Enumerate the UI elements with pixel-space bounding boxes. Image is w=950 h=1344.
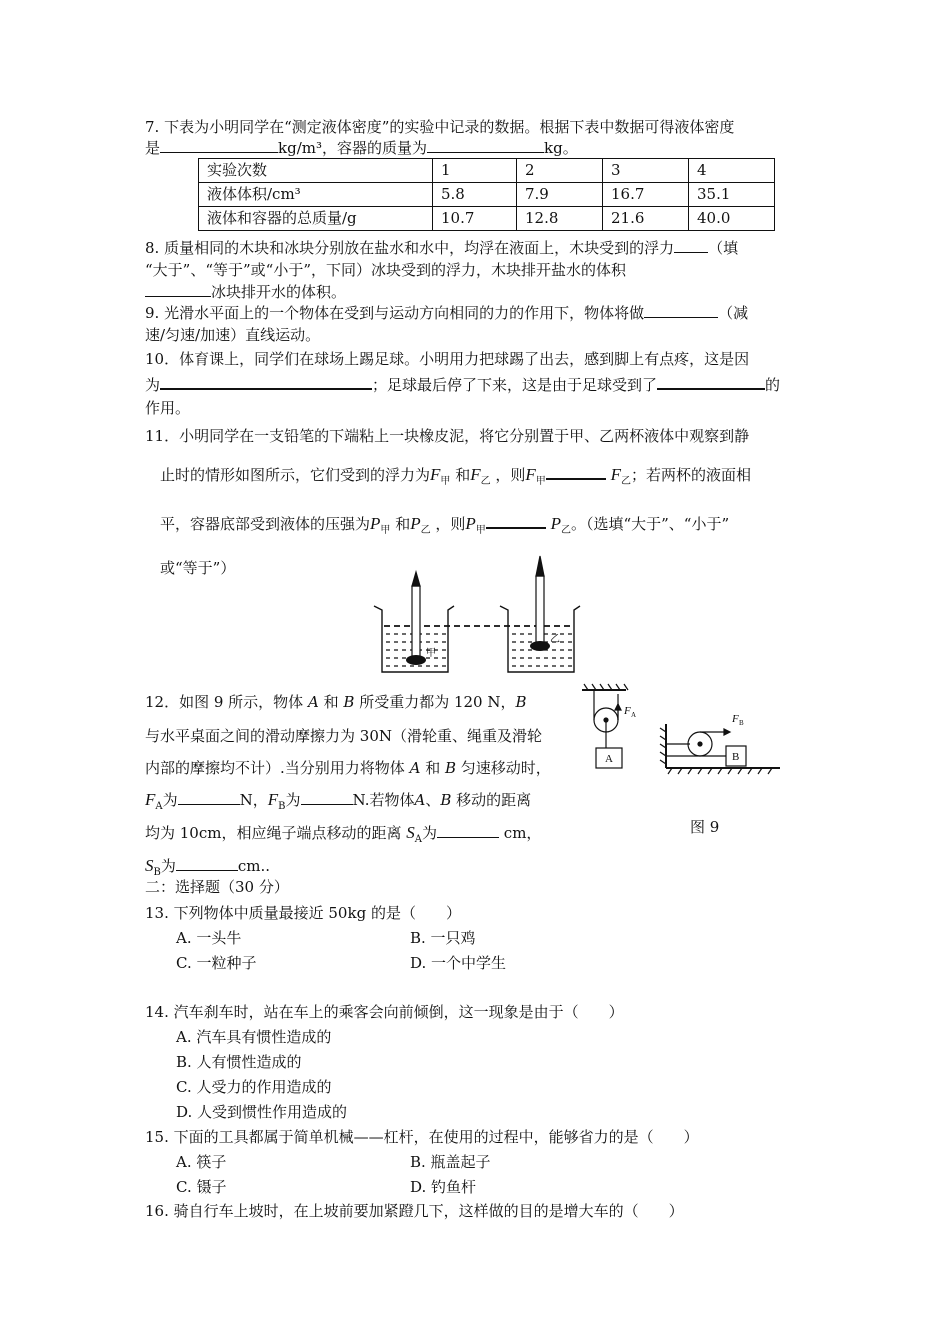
table-row: [199, 159, 775, 183]
q10-line2: 为 ；足球最后停了下来，这是由于足球受到了 的: [145, 376, 781, 394]
fig-B-label: B: [732, 751, 740, 763]
q11-line3: 平，容器底部受到液体的压强为$P_甲$ 和$P_乙$ ，则$P_甲$ $P_乙$。（选填“大于”、“小于”: [160, 514, 730, 536]
beakers-figure: [370, 550, 590, 680]
q8-line1: 8. 质量相同的木块和冰块分别放在盐水和水中，均浮在液面上，木块受到的浮力 （填: [145, 239, 739, 257]
q8-blank-2[interactable]: [145, 282, 211, 297]
q13-stem: 13. 下列物体中质量最接近 50kg 的是（ ）: [145, 904, 461, 922]
q12-line5: 均为 10cm，相应绳子端点移动的距离 $S_A$为 cm，: [145, 823, 542, 845]
q12-line1: 12．如图 9 所示，物体 A 和 B 所受重力都为 120 N，B: [145, 693, 527, 711]
q12-blank-FA[interactable]: [178, 790, 240, 805]
q10-blank-2[interactable]: [657, 374, 765, 390]
table-cell: 液体和容器的总质量/g: [199, 207, 433, 231]
q11-line1: 11．小明同学在一支铅笔的下端粘上一块橡皮泥，将它分别置于甲、乙两杯液体中观察到静: [145, 427, 750, 445]
q10-line3: 作用。: [145, 399, 191, 417]
fig-FA-sub: A: [631, 711, 637, 719]
q14-option-c[interactable]: C. 人受力的作用造成的: [176, 1078, 332, 1096]
q15-stem: 15. 下面的工具都属于简单机械——杠杆，在使用的过程中，能够省力的是（ ）: [145, 1128, 699, 1146]
q12-line2: 与水平桌面之间的滑动摩擦力为 30N（滑轮重、绳重及滑轮: [145, 727, 542, 745]
q12-blank-SA[interactable]: [437, 823, 499, 838]
table-cell: 3: [603, 159, 689, 183]
q11-blank-pressure[interactable]: [486, 513, 546, 529]
label-yi: 乙: [550, 634, 560, 645]
figure-9-caption: 图 9: [690, 818, 720, 836]
table-row: [199, 207, 775, 231]
label-jia: 甲: [426, 648, 436, 659]
table-cell: 液体体积/cm³: [199, 183, 433, 207]
q11-line2: 止时的情形如图所示，它们受到的浮力为$F_甲$ 和$F_乙$ ，则$F_甲$ $F_乙$；若两杯的液面相: [160, 465, 751, 487]
table-cell: 16.7: [603, 183, 689, 207]
q9-line1: 9. 光滑水平面上的一个物体在受到与运动方向相同的力的作用下，物体将做 （减: [145, 304, 749, 322]
q8-blank-1[interactable]: [674, 238, 708, 253]
q7-blank-container-mass[interactable]: [427, 138, 544, 153]
q7-blank-density[interactable]: [160, 138, 278, 153]
q9-blank[interactable]: [644, 303, 718, 318]
q15-option-a[interactable]: A. 筷子: [176, 1153, 227, 1171]
pulley-figure: [580, 684, 810, 784]
q10-line1: 10．体育课上，同学们在球场上踢足球。小明用力把球踢了出去，感到脚上有点疼，这是因: [145, 350, 750, 368]
table-cell: 21.6: [603, 207, 689, 231]
q8-line3: 冰块排开水的体积。: [145, 282, 346, 302]
q13-option-a[interactable]: A. 一头牛: [176, 929, 242, 947]
q12-line6: $S_B$为 cm..: [145, 856, 271, 878]
q14-option-d[interactable]: D. 人受到惯性作用造成的: [176, 1103, 348, 1121]
q16-stem: 16. 骑自行车上坡时，在上坡前要加紧蹬几下，这样做的目的是增大车的（ ）: [145, 1202, 684, 1220]
q8-line2: “大于”、“等于”或“小于”，下同）冰块受到的浮力，木块排开盐水的体积: [145, 261, 627, 279]
table-cell: 7.9: [517, 183, 603, 207]
table-cell: 4: [689, 159, 775, 183]
arrow-up-icon: [615, 704, 621, 710]
table-cell: 40.0: [689, 207, 775, 231]
q11-blank-force[interactable]: [546, 464, 606, 480]
q14-stem: 14. 汽车刹车时，站在车上的乘客会向前倾倒，这一现象是由于（ ）: [145, 1003, 624, 1021]
table-row: [199, 183, 775, 207]
fig-FB-label: F: [732, 713, 739, 725]
table-cell: 5.8: [433, 183, 517, 207]
clay-lump-icon: [406, 655, 426, 665]
q15-option-b[interactable]: B. 瓶盖起子: [410, 1153, 491, 1171]
q14-option-b[interactable]: B. 人有惯性造成的: [176, 1053, 302, 1071]
q15-option-c[interactable]: C. 镊子: [176, 1178, 227, 1196]
q14-option-a[interactable]: A. 汽车具有惯性造成的: [176, 1028, 332, 1046]
q7-line1: 7. 下表为小明同学在“测定液体密度”的实验中记录的数据。根据下表中数据可得液体密度: [145, 118, 735, 136]
table-cell: 12.8: [517, 207, 603, 231]
q11-line4: 或“等于”）: [160, 559, 236, 577]
arrow-right-icon: [724, 729, 730, 735]
q10-blank-1[interactable]: [160, 374, 372, 390]
table-cell: 10.7: [433, 207, 517, 231]
table-cell: 实验次数: [199, 159, 433, 183]
q9-line2: 速/匀速/加速）直线运动。: [145, 326, 321, 344]
q15-option-d[interactable]: D. 钓鱼杆: [410, 1178, 477, 1196]
q7-data-table: [198, 158, 775, 231]
fig-A-label: A: [605, 753, 613, 765]
q12-blank-FB[interactable]: [301, 790, 353, 805]
fig-FA-label: F: [624, 705, 631, 717]
q13-option-c[interactable]: C. 一粒种子: [176, 954, 257, 972]
q13-option-d[interactable]: D. 一个中学生: [410, 954, 507, 972]
section-2-heading: 二：选择题（30 分）: [145, 878, 289, 896]
q12-line3: 内部的摩擦均不计）.当分别用力将物体 A 和 B 匀速移动时，: [145, 759, 551, 777]
q7-line2: 是 kg/m³，容器的质量为 kg。: [145, 139, 578, 157]
table-cell: 35.1: [689, 183, 775, 207]
q12-line4: $F_A$为 N，$F_B$为 N.若物体A、B 移动的距离: [145, 790, 532, 812]
table-cell: 2: [517, 159, 603, 183]
clay-lump-icon: [530, 641, 550, 651]
q12-blank-SB[interactable]: [176, 856, 238, 871]
q13-option-b[interactable]: B. 一只鸡: [410, 929, 476, 947]
table-cell: 1: [433, 159, 517, 183]
fig-FB-sub: B: [739, 719, 744, 727]
